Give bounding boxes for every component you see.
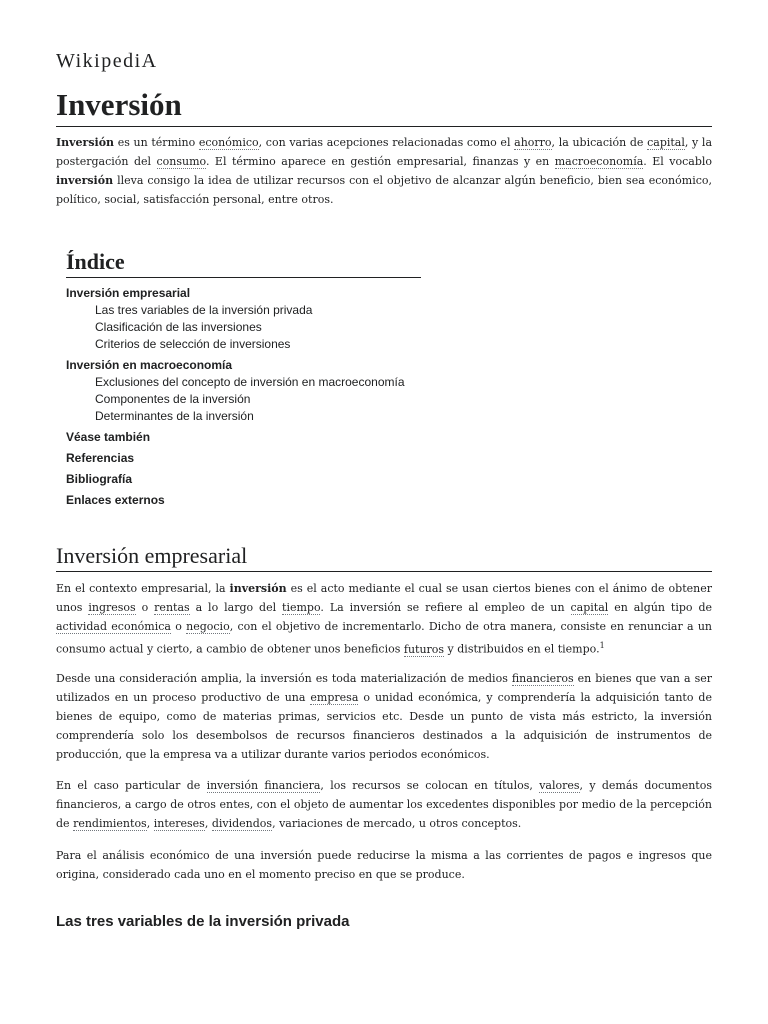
inline-link[interactable]: rentas	[154, 601, 190, 614]
inline-link[interactable]: inversión financiera	[206, 779, 321, 792]
wikipedia-logo[interactable]: WikipediA	[56, 50, 158, 72]
toc-item[interactable]: Inversión en macroeconomía	[66, 358, 233, 372]
text-run: a lo largo del	[189, 601, 283, 614]
toc-subitem[interactable]: Exclusiones del concepto de inversión en macroeconomía	[95, 375, 405, 389]
toc-subitem[interactable]: Criterios de selección de inversiones	[95, 337, 291, 351]
toc-list	[66, 285, 421, 509]
text-run: o unidad económica, y comprendería la adquisición tanto de bienes de equipo, como de materias primas, servicios etc. Desde un punto de vista más estricto, la inversión comprendería solo los desembolsos de recursos financieros destinados a la adquisición de instrumentos de producción, que la empresa va a utilizar durante varios periodos económicos.	[56, 691, 712, 761]
inline-link[interactable]: valores	[539, 779, 580, 792]
inline-link[interactable]: macroeconomía	[554, 155, 644, 168]
bold-term: inversión	[229, 582, 287, 595]
text-run: en bienes que van a ser utilizados en un proceso productivo de una	[56, 672, 712, 704]
text-run: , variaciones de mercado, u otros conceptos.	[272, 817, 522, 830]
text-run: ,	[146, 817, 154, 830]
toc-subitem[interactable]: Clasificación de las inversiones	[95, 320, 262, 334]
inline-link[interactable]: rendimientos	[73, 817, 147, 830]
inline-link[interactable]: capital	[647, 136, 685, 149]
text-run: es el acto mediante el cual se usan ciertos bienes con el ánimo de obtener unos	[56, 582, 712, 614]
toc-title: Índice	[66, 247, 421, 278]
text-run: en algún tipo de	[608, 601, 713, 614]
inline-link[interactable]: consumo	[156, 155, 206, 168]
inline-link[interactable]: capital	[570, 601, 609, 614]
text-run: , la ubicación de	[551, 136, 648, 149]
toc-item[interactable]: Bibliografía	[66, 472, 133, 486]
bold-term: Inversión	[56, 136, 115, 149]
toc-subitem[interactable]: Determinantes de la inversión	[95, 409, 254, 423]
text-run: En el contexto empresarial, la	[56, 582, 230, 595]
text-run: y distribuidos en el tiempo.	[444, 642, 600, 656]
text-run: , y la postergación del	[56, 136, 712, 168]
inline-link[interactable]: financieros	[511, 672, 574, 685]
text-run: , y demás documentos financieros, a cargo de otros entes, con el objeto de aumentar los excedentes disponibles por medio de la percepción de	[56, 779, 712, 830]
inline-link[interactable]: actividad económica	[56, 620, 171, 633]
text-run: , los recursos se colocan en títulos,	[320, 779, 540, 792]
table-of-contents	[66, 247, 421, 509]
text-run: . El término aparece en gestión empresarial, finanzas y en	[205, 155, 555, 168]
inline-link[interactable]: ingresos	[88, 601, 136, 614]
section-paragraph-4	[56, 846, 712, 884]
toc-item[interactable]: Inversión empresarial	[66, 286, 191, 300]
inline-link[interactable]: intereses	[153, 817, 205, 830]
text-run: o	[135, 601, 155, 614]
inline-link[interactable]: tiempo	[282, 601, 321, 614]
bold-term: inversión	[56, 174, 114, 187]
text-run: , con varias acepciones relacionadas como el	[258, 136, 515, 149]
text-run: En el caso particular de	[56, 779, 207, 792]
section-paragraph-3	[56, 776, 712, 833]
inline-link[interactable]: negocio	[186, 620, 230, 633]
inline-link[interactable]: dividendos	[211, 817, 273, 830]
toc-subitem[interactable]: Componentes de la inversión	[95, 392, 251, 406]
section-paragraph-1	[56, 579, 712, 659]
text-run: Desde una consideración amplia, la inversión es toda materialización de medios	[56, 672, 512, 685]
text-run: es un término	[114, 136, 199, 149]
inline-link[interactable]: económico	[198, 136, 259, 149]
page-title: Inversión	[56, 84, 712, 127]
text-run: o	[170, 620, 187, 633]
text-run: . La inversión se refiere al empleo de un	[320, 601, 571, 614]
text-run: lleva consigo la idea de utilizar recursos con el objetivo de alcanzar algún beneficio, bien sea económico, político, social, satisfacción personal, entre otros.	[56, 174, 712, 206]
section-paragraph-2	[56, 669, 712, 764]
text-run: , con el objetivo de incrementarlo. Dicho de otra manera, consiste en renunciar a un consumo actual y cierto, a cambio de obtener unos beneficios	[56, 620, 712, 656]
toc-item[interactable]: Referencias	[66, 451, 135, 465]
reference-mark[interactable]: 1	[599, 641, 605, 650]
text-run: . El vocablo	[643, 155, 713, 168]
toc-item[interactable]: Véase también	[66, 430, 151, 444]
text-run: Para el análisis económico de una inversión puede reducirse la misma a las corrientes de pagos e ingresos que origina, considerado cada uno en el momento preciso en que se produce.	[56, 849, 712, 881]
inline-link[interactable]: empresa	[310, 691, 359, 704]
subsection-heading: Las tres variables de la inversión privada	[56, 913, 350, 930]
section-heading-inversion-empresarial: Inversión empresarial	[56, 541, 712, 572]
inline-link[interactable]: futuros	[403, 642, 445, 656]
toc-item[interactable]: Enlaces externos	[66, 493, 165, 507]
text-run: ,	[204, 817, 212, 830]
inline-link[interactable]: ahorro	[514, 136, 552, 149]
toc-subitem[interactable]: Las tres variables de la inversión privada	[95, 303, 313, 317]
intro-paragraph	[56, 133, 712, 209]
